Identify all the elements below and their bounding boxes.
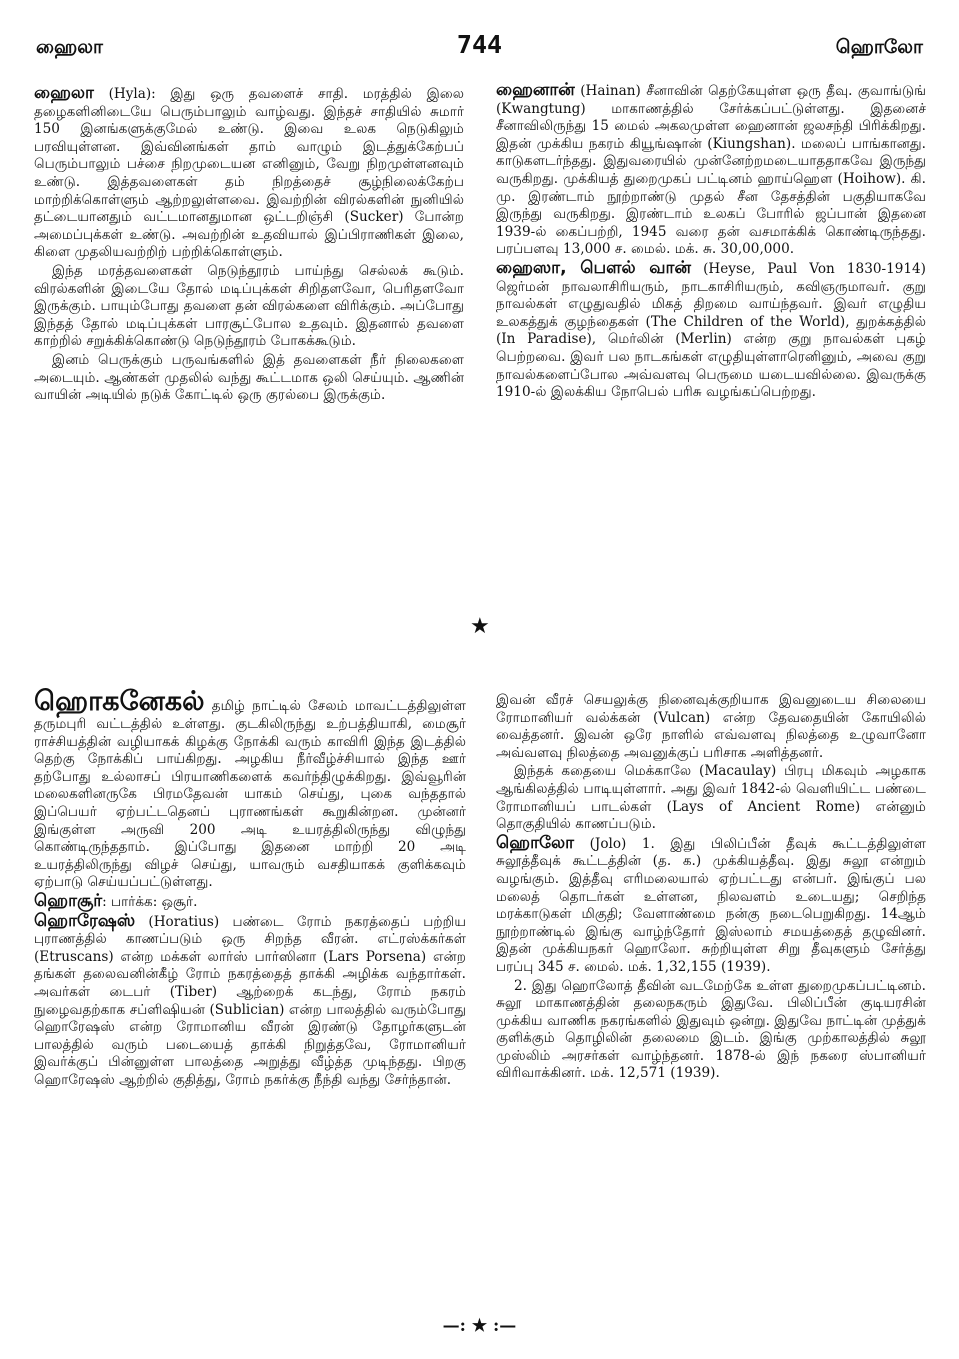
entry-text: (Horatius) பண்டை ரோம் நகரத்தைப் பற்றிய புராணத்தில் காணப்படும் ஒரு சிறந்த வீரன். எட்ரஸ்க்கர்கள் (Etruscans) என்ற மக்கள் லார்ஸ் பார்ஸினா (Lars Porsena) என்ற தங்கள் தலைவனின்கீழ் ரோம் நகரத்தைத் தாக்கி அழிக்க வந்தார்கள். அவர்கள் டைபர் (Tiber) ஆற்றைக் கடந்து, ரோம் நகரம் நுழைவதற்காக சப்ளிஷியன் (Sublician) என்ற பாலத்தில் வரும்போது ஹொரேஷஸ் என்ற ரோமானிய வீரன் இரண்டு தோழர்களுடன் பாலத்தில் வரும் படையைத் தாக்கி நிறுத்தவே, ரோமானியர் இவர்க்குப் பின்னுள்ள பாலத்தை அறுத்து வீழ்த்த முடிந்தது. பிறகு ஹொரேஷஸ் ஆற்றில் குதித்து, ரோம் நகர்க்கு நீந்தி வந்து சேர்ந்தான்.	[34, 913, 466, 1088]
running-head-right: ஹொலோ	[835, 36, 923, 58]
entry-jolo	[496, 832, 926, 977]
entry-text: : பார்க்க: ஒசூர்.	[102, 893, 198, 910]
section-divider-star: ★	[470, 614, 490, 639]
entry-hyla	[34, 85, 464, 262]
page-footer-ornament: —: ★ :—	[442, 1316, 517, 1336]
column-top-right	[496, 82, 926, 403]
page-header	[36, 30, 923, 60]
paragraph: 2. இது ஹொலோத் தீவின் வடமேற்கே உள்ள துறைமுகப்பட்டினம். சுலூ மாகாணத்தின் தலைநகரும் இதுவே. பிலிப்பீன் குடியரசின் முக்கிய வாணிக நகரங்களில் இதுவும் ஒன்று. இதுவே நாட்டின் முத்துக் குளிக்கும் தொழிலின் தலைமை இடம். இங்கு முற்காலத்தில் சுலூ முஸ்லிம் அரசர்கள் வாழ்ந்தனர். 1878-ல் இந் நகரை ஸ்பானியர் விரிவாக்கினர். மக். 12,571 (1939).	[496, 977, 926, 1082]
entry-text: தமிழ் நாட்டில் சேலம் மாவட்டத்திலுள்ள தருமபுரி வட்டத்தில் உள்ளது. குடகிலிருந்து உற்பத்தியாகி, மைசூர் ராச்சியத்தின் வழியாகக் கிழக்கு நோக்கி வரும் காவிரி இந்த இடத்தில் தெற்கு நோக்கிப் பாய்கிறது. அழகிய நீர்வீழ்ச்சியால் இந்த ஊர் தற்போது உல்லாசப் பிரயாணிகளைக் கவர்ந்திழுக்கிறது. இவ்வூரின் மலைகளினருகே பிரமதேவன் யாகம் செய்து, புகை வந்ததால் இப்பெயர் ஏற்பட்டதெனப் புராணங்கள் கூறுகின்றன. முன்னர் இங்குள்ள அருவி 200 அடி உயரத்திலிருந்து விழுந்து கொண்டிருந்ததாம். இப்போது இதனை மாற்றி 20 அடி உயரத்திலிருந்து விழச் செய்து, யாவரும் வசதியாகக் குளிக்கவும் ஏற்பாடு செய்யப்பட்டுள்ளது.	[34, 698, 466, 891]
running-head-left: ஹைலா	[36, 36, 103, 58]
column-bottom-left	[34, 688, 466, 1090]
entry-horatius	[34, 910, 466, 1090]
page-number: 744	[456, 30, 503, 59]
entry-text: (Hainan) சீனாவின் தெற்கேயுள்ள ஒரு தீவு. குவாங்டுங் (Kwangtung) மாகாணத்தில் சேர்க்கப்பட்டுள்ளது. இதனைச் சீனாவிலிருந்து 15 மைல் அகலமுள்ள ஹைனான் ஜலசந்தி பிரிக்கிறது. இதன் முக்கிய நகரம் கியூங்ஷான் (Kiungshan). மலைப் பாங்கானது. காடுகளடர்ந்தது. இதுவரையில் முன்னேற்றமடையாததாகவே இருந்து வருகிறது. முக்கியத் துறைமுகப் பட்டினம் ஹாய்ஹௌ (Hoihow). கி. மு. இரண்டாம் நூற்றாண்டு முதல் சீன தேசத்தின் பகுதியாகவே இருந்து வருகிறது. இரண்டாம் உலகப் போரில் ஜப்பான் இதனை 1939-ல் கைப்பற்றி, 1945 வரை தன் வசமாக்கிக் கொண்டிருந்தது. பரப்பளவு 13,000 ச. மைல். மக். சு. 30,00,000.	[496, 83, 926, 258]
entry-text: (Jolo) 1. இது பிலிப்பீன் தீவுக் கூட்டத்திலுள்ள சுலூத்தீவுக் கூட்டத்தின் (த. க.) முக்கியத்தீவு. இது சுலூ என்றும் வழங்கும். இத்தீவு எரிமலையால் ஏற்பட்டது என்பர். இங்குப் பல மலைத் தொடர்கள் உள்ளன, நிலவளம் உடையது; செறிந்த மரக்காடுகள் மிகுதி; வேளாண்மை நன்கு நடைபெறுகிறது. 14ஆம் நூற்றாண்டில் இங்கு வாழ்ந்தோர் இஸ்லாம் சமயத்தைத் தழுவினர். இதன் முக்கியநகர் ஹொலோ. சுற்றியுள்ள சிறு தீவுகளும் சேர்த்து பரப்பு 345 ச. மைல். மக். 1,32,155 (1939).	[496, 835, 926, 975]
headword-horatius: ஹொரேஷஸ்	[34, 910, 136, 931]
column-top-left	[34, 85, 464, 406]
paragraph: இவன் வீரச் செயலுக்கு நினைவுக்குறியாக இவனுடைய சிலையை ரோமானியர் வல்க்கன் (Vulcan) என்ற தேவதையின் கோயிலில் வைத்தனர். இவன் ஒரே நாளில் எவ்வளவு நிலத்தை உழுவானோ அவ்வளவு நிலத்தை அவனுக்குப் பரிசாக அளித்தனர்.	[496, 692, 926, 761]
headword-hogenakkal: ஹொகனேகல்	[34, 686, 205, 717]
entry-text: (Hyla): இது ஒரு தவளைச் சாதி. மரத்தில் இலை தழைகளினிடையே பெரும்பாலும் வாழ்வது. இந்தச் சாதியில் சுமார் 150 இனங்களுக்குமேல் உண்டு. இவை உலக நெடுகிலும் பரவியுள்ளன. இவ்வினங்கள் தாம் வாழும் இடத்துக்கேற்பப் பெரும்பாலும் பச்சை நிறமுடையன எனினும், வேறு நிறமுள்ளனவும் உண்டு. இத்தவளைகள் தம் நிறத்தைச் சூழ்நிலைக்கேற்ப மாற்றிக்கொள்ளும் ஆற்றலுள்ளவை. இவற்றின் விரல்களின் நுனியில் தட்டையானதும் வட்டமானதுமான ஒட்டறிஞ்சி (Sucker) போன்ற அமைப்புக்கள் உண்டு. அவற்றின் உதவியால் இப்பிராணிகள் இலை, கிளை முதலியவற்றிற் பற்றிக்கொள்ளும்.	[34, 86, 464, 261]
entry-hosur	[34, 890, 466, 912]
entry-hogenakkal	[34, 688, 466, 892]
entry-text: (Heyse, Paul Von 1830-1914) ஜெர்மன் நாவலாசிரியரும், நாடகாசிரியரும், கவிஞருமாவர். குறு நாவல்கள் எழுதுவதில் மிகத் திறமை வாய்ந்தவர். இவர் எழுதிய உலகத்துக் குழந்தைகள் (The Children of the World), துறக்கத்தில் (In Paradise), மெர்லின் (Merlin) என்ற குறு நாவல்கள் புகழ் பெற்றவை. இவர் பல நாடகங்கள் எழுதியுள்ளாரெனினும், அவை குறு நாவல்களைப்போல அவ்வளவு பெருமை யடையவில்லை. இவருக்கு 1910-ல் இலக்கிய நோபெல் பரிசு வழங்கப்பெற்றது.	[496, 260, 926, 401]
entry-heyse	[496, 257, 926, 402]
column-bottom-right	[496, 692, 926, 1084]
paragraph: இந்தக் கதையை மெக்காலே (Macaulay) பிரபு மிகவும் அழகாக ஆங்கிலத்தில் பாடியுள்ளார். அது இவர் 1842-ல் வெளியிட்ட பண்டை ரோமானியப் பாடல்கள் (Lays of Ancient Rome) என்னும் தொகுதியில் காணப்படும்.	[496, 763, 926, 833]
headword-hosur: ஹொசூர்	[34, 890, 103, 911]
paragraph: இந்த மரத்தவளைகள் நெடுந்தூரம் பாய்ந்து செல்லக் கூடும். விரல்களின் இடையே தோல் மடிப்புக்கள் சிறிதளவோ, பெரிதளவோ இருக்கும். பாயும்போது தவளை தன் விரல்களை விரிக்கும். அப்போது இந்தத் தோல் மடிப்புக்கள் பாரசூட்போல உதவும். இதனால் தவளை காற்றில் சறுக்கிக்கொண்டு நெடுந்தூரம் போகக்கூடும்.	[34, 262, 464, 350]
paragraph: இனம் பெருக்கும் பருவங்களில் இத் தவளைகள் நீர் நிலைகளை அடையும். ஆண்கள் முதலில் வந்து கூட்டமாக ஒலி செய்யும். ஆணின் வாயின் அடியில் நடுக் கோட்டில் ஒரு குரல்பை இருக்கும்.	[34, 351, 464, 404]
headword-jolo: ஹொலோ	[496, 832, 575, 853]
headword-hyla: ஹைலா	[34, 83, 94, 103]
headword-heyse: ஹைஸா, பௌல் வான்	[496, 257, 691, 278]
entry-hainan	[496, 82, 926, 259]
headword-hainan: ஹைனான்	[496, 80, 575, 100]
